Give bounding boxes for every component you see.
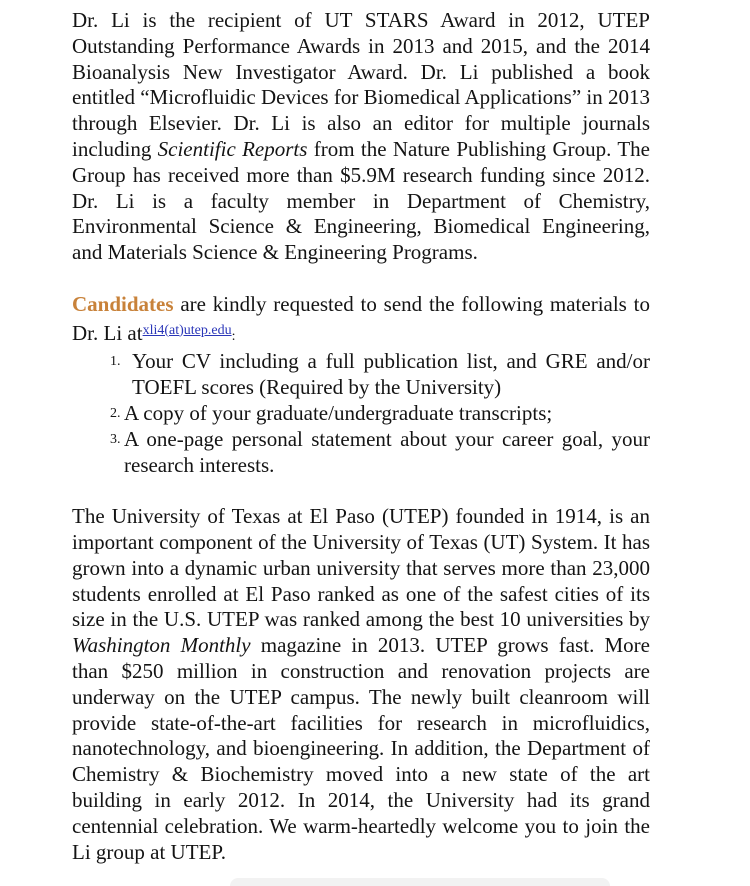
spacer: [72, 266, 650, 292]
bio-paragraph: Dr. Li is the recipient of UT STARS Award in 2012, UTEP Outstanding Performance Awards in 2013 and 2015, and the 2014 Bioanalysis New Investigator Award. Dr. Li published a book entitled “Microfluidic Devices for Biomedical Applications” in 2013 through Elsevier. Dr. Li is also an editor for multiple journals including Scientific Reports from the Nature Publishing Group. The Group has received more than $5.9M research funding since 2012. Dr. Li is a faculty member in Department of Chemistry, Environmental Science & Engineering, Biomedical Engineering, and Materials Science & Engineering Programs.: [72, 8, 650, 265]
candidates-highlight: Candidates: [72, 291, 174, 316]
journal-name: Scientific Reports: [157, 136, 308, 161]
list-item: 1. Your CV including a full publication list, and GRE and/or TOEFL scores (Required by the University): [110, 349, 650, 400]
document-page: [72, 8, 650, 865]
spacer: [72, 478, 650, 504]
list-item: 3. A one-page personal statement about your career goal, your research interests.: [110, 426, 650, 477]
utep-paragraph: The University of Texas at El Paso (UTEP) founded in 1914, is an important component of the University of Texas (UT) System. It has grown into a dynamic urban university that serves more than 23,000 students enrolled at El Paso ranked as one of the safest cities of its size in the U.S. UTEP was ranked among the best 10 universities by Washington Monthly magazine in 2013. UTEP grows fast. More than $250 million in construction and renovation projects are underway on the UTEP campus. The newly built cleanroom will provide state-of-the-art facilities for research in microfluidics, nanotechnology, and bioengineering. In addition, the Department of Chemistry & Biochemistry moved into a new state of the art building in early 2012. In 2014, the University had its grand centennial celebration. We warm-heartedly welcome you to join the Li group at UTEP.: [72, 504, 650, 864]
list-item: 2. A copy of your graduate/undergraduate transcripts;: [110, 400, 553, 425]
bottom-overlay: [230, 878, 610, 886]
magazine-name: Washington Monthly: [72, 633, 251, 658]
materials-list: [72, 349, 650, 478]
candidates-paragraph: Candidates are kindly requested to send the following materials to Dr. Li $at^{xli4(at)utep.edu}$:: [72, 291, 650, 345]
email-link[interactable]: xli4(at)utep.edu: [142, 322, 232, 338]
